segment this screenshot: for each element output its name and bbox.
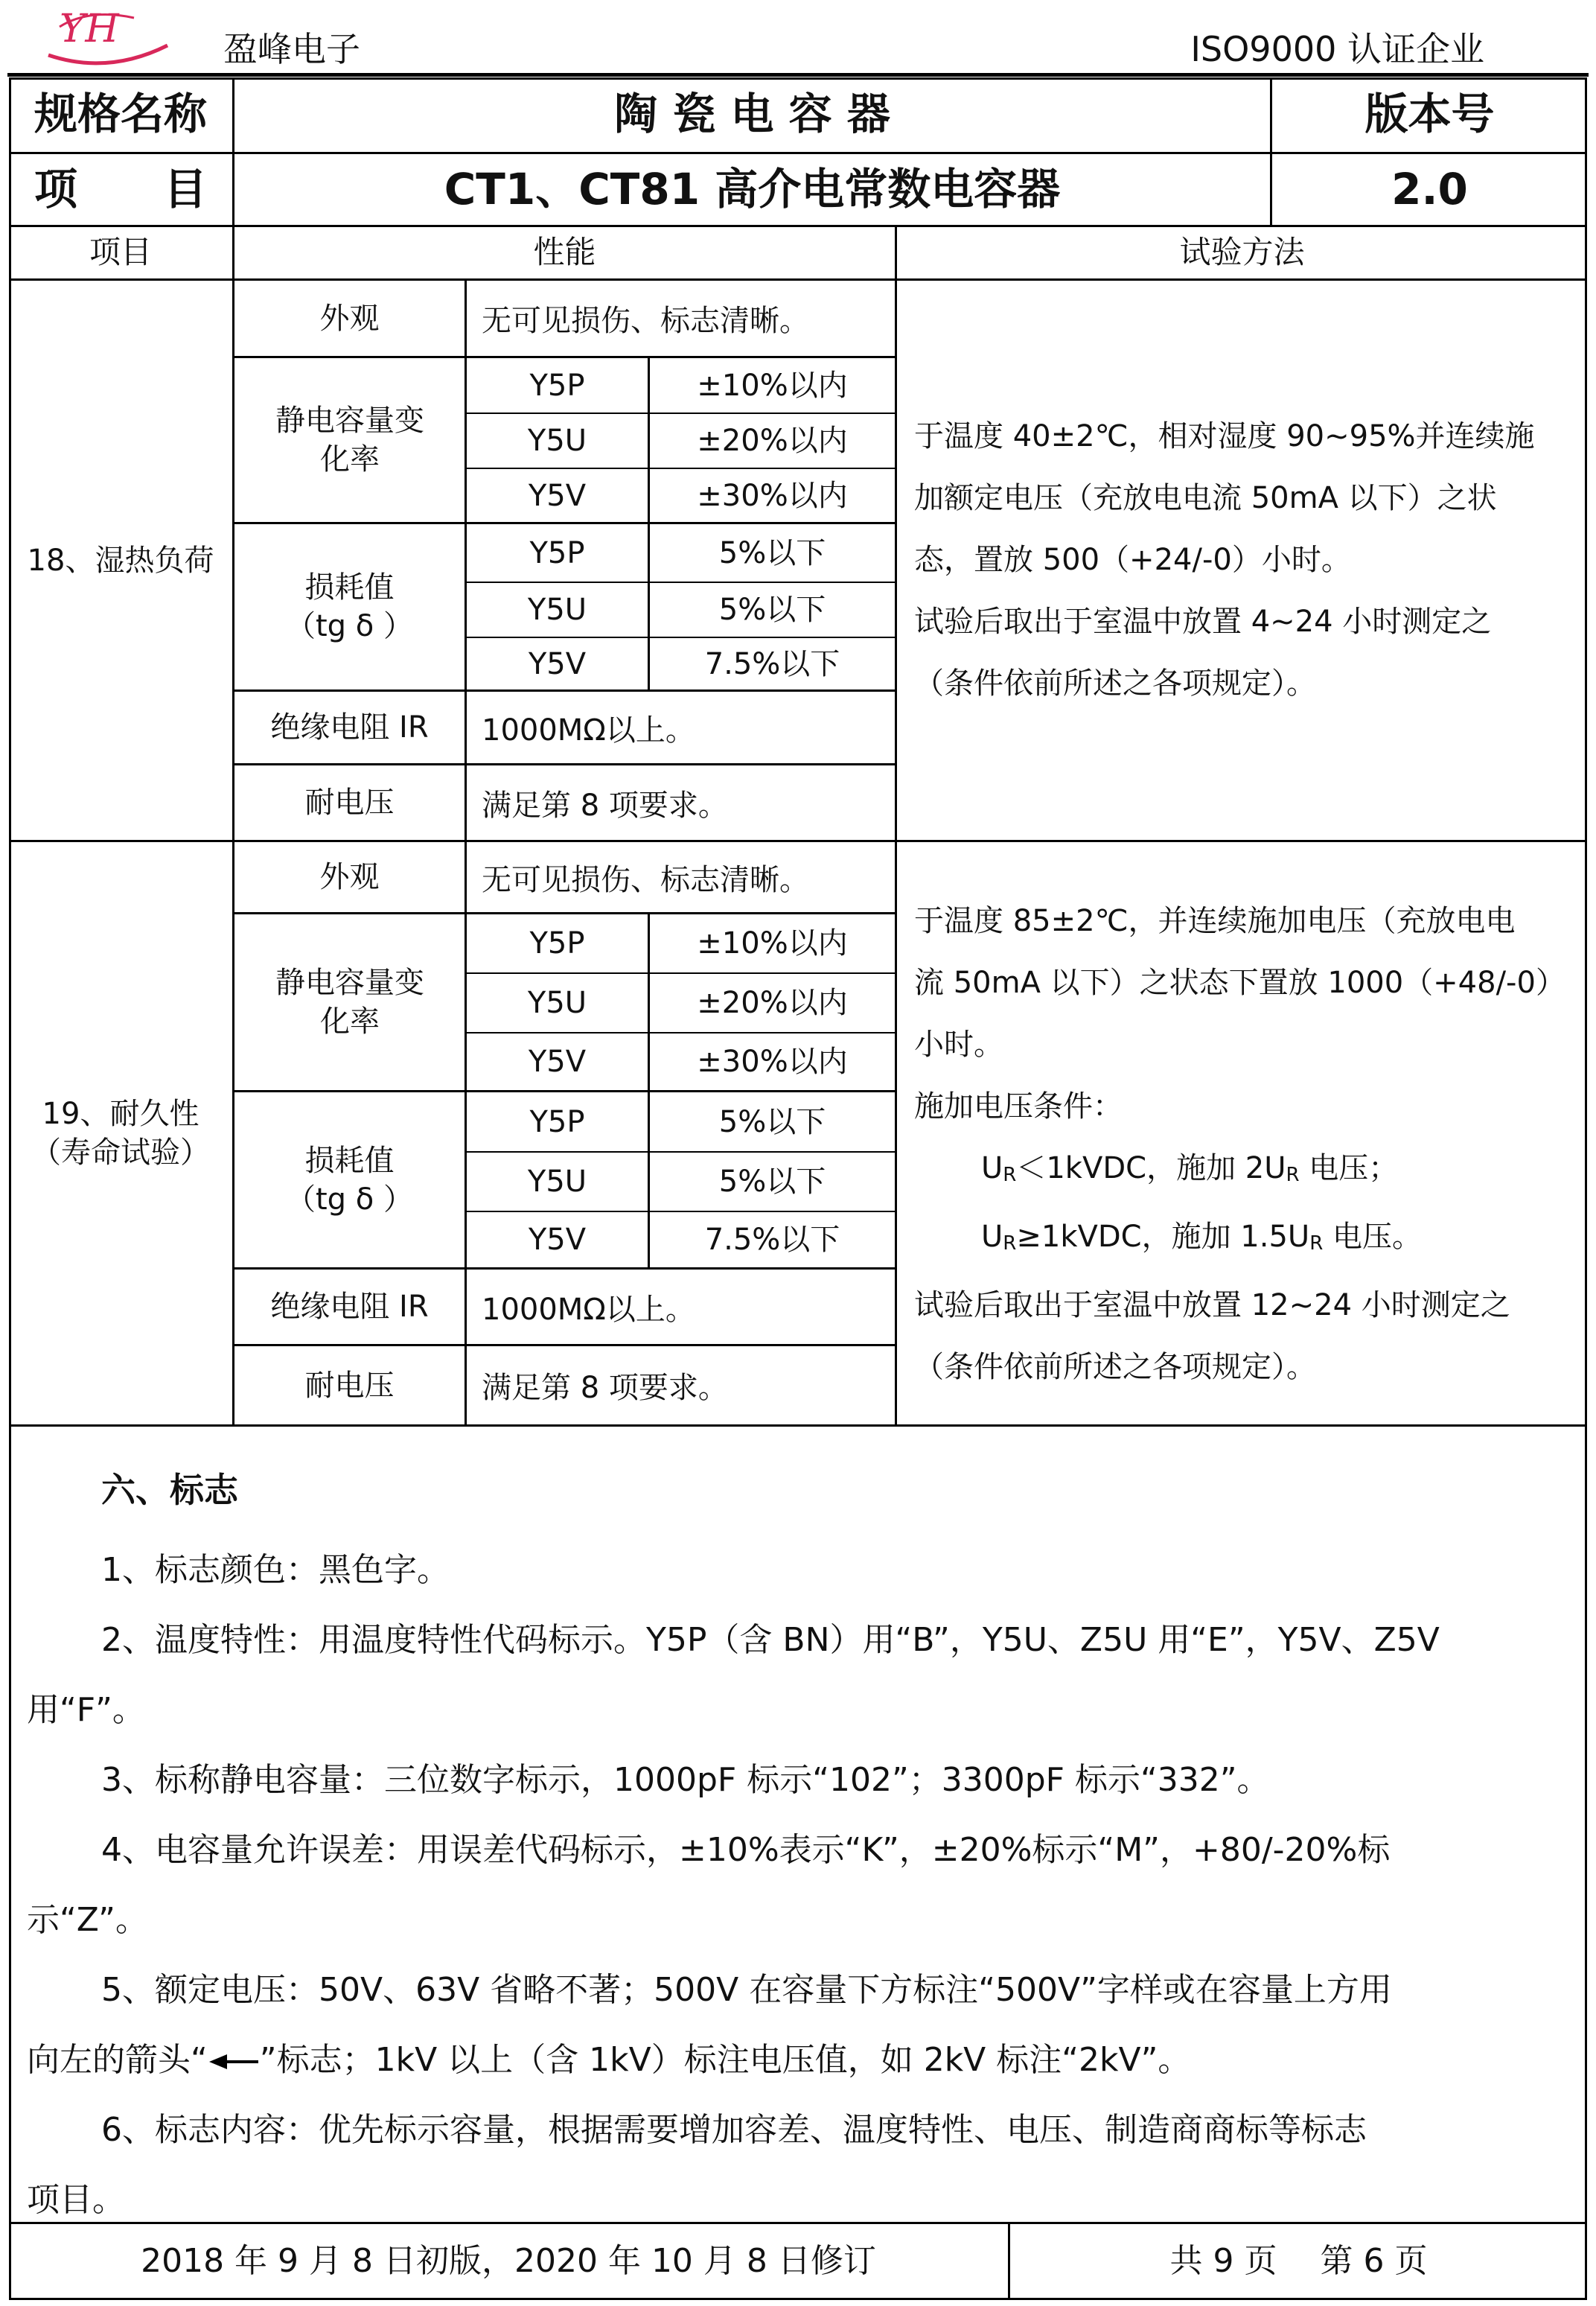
revision-date: 2018 年 9 月 8 日初版，2020 年 10 月 8 日修订 [141, 2242, 876, 2281]
item-19-line2: （寿命试验） [31, 1136, 210, 1170]
withstand-value: 满足第 8 项要求。 [482, 788, 728, 823]
marking-p2b: 用“F”。 [27, 1691, 145, 1729]
cap-value: ±20%以内 [697, 424, 848, 458]
page-header [0, 0, 1596, 74]
version-label: 版本号 [1364, 89, 1495, 140]
loss-value: 5%以下 [718, 1104, 826, 1139]
appearance-label: 外观 [319, 860, 380, 894]
method-line: （条件依前所述之各项规定）。 [914, 666, 1316, 701]
appearance-value: 无可见损伤、标志清晰。 [482, 304, 809, 338]
col-header-item: 项目 [89, 234, 152, 271]
method-line: （条件依前所述之各项规定）。 [914, 1350, 1316, 1384]
header-rule [7, 73, 1589, 77]
cap-type: Y5V [528, 1045, 587, 1079]
divider [895, 225, 897, 1427]
cap-value: ±10%以内 [697, 926, 848, 961]
marking-p5b: 向左的箭头“ ”标志；1kV 以上（含 1kV）标注电压值，如 2kV 标注“2kV”。 [27, 2041, 1191, 2079]
cap-type: Y5U [527, 424, 587, 458]
loss-type: Y5U [527, 593, 587, 627]
item-label: 项 目 [33, 163, 207, 214]
marking-p1: 1、标志颜色：黑色字。 [101, 1551, 450, 1589]
ir-value: 1000MΩ以上。 [482, 713, 695, 748]
divider [9, 1424, 1587, 1427]
voltage-condition-2: $U_R\ge 1kVDC$，施加 $1.5U_R$ 电压。 [981, 1220, 1422, 1255]
appearance-value: 无可见损伤、标志清晰。 [482, 862, 809, 897]
method-line: 于温度 40±2℃，相对湿度 90~95%并连续施 [914, 419, 1535, 453]
withstand-label: 耐电压 [304, 786, 395, 820]
col-header-performance: 性能 [533, 234, 596, 271]
loss-type: Y5U [527, 1165, 587, 1199]
spec-name-value: 陶 瓷 电 容 器 [614, 89, 890, 140]
withstand-value: 满足第 8 项要求。 [482, 1371, 728, 1405]
loss-type: Y5P [529, 1104, 585, 1139]
page-count: 共 9 页 第 6 页 [1169, 2242, 1428, 2281]
ir-label: 绝缘电阻 IR [270, 1290, 429, 1324]
cap-value: ±20%以内 [697, 986, 848, 1020]
cap-value: ±10%以内 [697, 368, 848, 403]
ir-value: 1000MΩ以上。 [482, 1292, 695, 1327]
marking-p6a: 6、标志内容：优先标示容量，根据需要增加容差、温度特性、电压、制造商商标等标志 [101, 2111, 1367, 2149]
method-line: 试验后取出于室温中放置 12~24 小时测定之 [914, 1288, 1510, 1322]
loss-type: Y5P [529, 535, 585, 570]
cap-change-label: 静电容量变化率 [275, 966, 424, 1039]
method-line: 施加电压条件： [914, 1089, 1123, 1124]
item-19-label [9, 842, 232, 1424]
item-18-label: 18、湿热负荷 [27, 543, 214, 578]
loss-label-cell [234, 524, 465, 689]
ir-label: 绝缘电阻 IR [270, 710, 429, 745]
cap-value: ±30%以内 [697, 1045, 848, 1079]
cap-value: ±30%以内 [697, 478, 848, 513]
col-header-method: 试验方法 [1179, 234, 1305, 271]
method-line: 态，置放 500（+24/-0）小时。 [914, 543, 1351, 577]
method-line: 流 50mA 以下）之状态下置放 1000（+48/-0） [914, 966, 1565, 1000]
marking-p2a: 2、温度特性：用温度特性代码标示。Y5P（含 BN）用“B”，Y5U、Z5U 用“E”，Y5V、Z5V [101, 1621, 1440, 1659]
cap-type: Y5V [528, 478, 587, 513]
item-19-line1: 19、耐久性 [42, 1097, 200, 1131]
loss-value: 7.5%以下 [704, 1223, 840, 1257]
loss-type: Y5V [528, 1223, 587, 1257]
loss-label: 损耗值 [304, 570, 395, 605]
company-logo [45, 4, 171, 71]
loss-value: 7.5%以下 [704, 646, 840, 681]
svg-text:YH: YH [60, 7, 119, 51]
spec-name-label: 规格名称 [33, 89, 207, 140]
loss-label: 损耗值 [304, 1143, 395, 1178]
marking-p4a: 4、电容量允许误差：用误差代码标示，±10%表示“K”，±20%标示“M”，+80/-20%标 [101, 1831, 1391, 1869]
loss-type: Y5V [528, 646, 587, 681]
loss-value: 5%以下 [718, 1165, 826, 1199]
marking-heading: 六、标志 [101, 1470, 238, 1510]
test-method-19 [914, 891, 1565, 1398]
loss-sub: （tg δ ） [286, 1182, 413, 1217]
left-arrow-icon [208, 2051, 260, 2073]
appearance-label: 外观 [319, 301, 380, 336]
item-value: CT1、CT81 高介电常数电容器 [444, 163, 1061, 214]
certification-text: ISO9000 认证企业 [1190, 29, 1484, 69]
method-line: 小时。 [914, 1028, 1003, 1062]
marking-p3: 3、标称静电容量：三位数字标示，1000pF 标示“102”；3300pF 标示“332”。 [101, 1761, 1270, 1799]
loss-value: 5%以下 [718, 535, 826, 570]
marking-p6b: 项目。 [27, 2181, 125, 2219]
voltage-condition-1: $U_R<1kVDC$，施加 $2U_R$ 电压； [981, 1151, 1399, 1186]
loss-value: 5%以下 [718, 593, 826, 627]
method-line: 加额定电压（充放电电流 50mA 以下）之状 [914, 481, 1497, 515]
marking-p4b: 示“Z”。 [27, 1901, 148, 1939]
version-value: 2.0 [1391, 163, 1468, 214]
company-name: 盈峰电子 [223, 29, 360, 69]
cap-type: Y5P [529, 926, 585, 961]
method-line: 于温度 85±2℃，并连续施加电压（充放电电 [914, 904, 1516, 938]
cap-change-label: 静电容量变化率 [275, 404, 424, 477]
loss-sub: （tg δ ） [286, 609, 413, 643]
cap-type: Y5P [529, 368, 585, 403]
cap-type: Y5U [527, 986, 587, 1020]
loss-label-cell [234, 1092, 465, 1267]
method-line: 试验后取出于室温中放置 4~24 小时测定之 [914, 605, 1492, 639]
withstand-label: 耐电压 [304, 1368, 395, 1403]
test-method-18 [914, 406, 1535, 715]
marking-p5a: 5、额定电压：50V、63V 省略不著；500V 在容量下方标注“500V”字样或在容量上方用 [101, 1971, 1392, 2009]
